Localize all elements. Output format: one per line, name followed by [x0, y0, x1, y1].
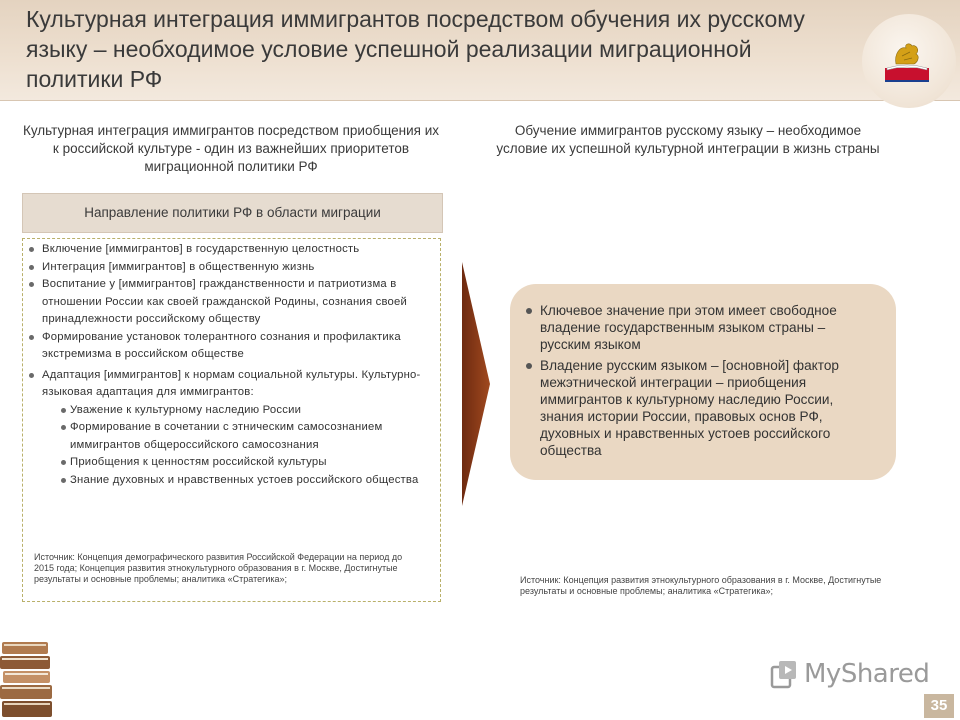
- book-stack-icon: [0, 636, 56, 720]
- myshared-logo-icon: [770, 659, 798, 689]
- key-point-item: Ключевое значение при этом имеет свободное владение государственным языком страны – русским языком: [524, 302, 876, 353]
- list-item-adaptation: [26, 367, 436, 490]
- watermark-text: MyShared: [804, 659, 930, 689]
- list-item-text: Адаптация [иммигрантов] к нормам социальной культуры. Культурно-языковая адаптация для иммигрантов:: [42, 368, 421, 398]
- crest-book-icon: [882, 40, 932, 84]
- list-item: Интеграция [иммигрантов] в общественную жизнь: [26, 259, 436, 277]
- sub-list-item: Формирование в сочетании с этническим самосознанием иммигрантов общероссийского самосознания: [54, 419, 436, 454]
- policy-direction-box: Направление политики РФ в области миграции: [22, 193, 443, 233]
- left-column-header: Культурная интеграция иммигрантов посредством приобщения их к российской культуре - один из важнейших приоритетов миграционной политики РФ: [22, 123, 440, 174]
- key-points-box: [510, 284, 896, 480]
- left-source-note: Источник: Концепция демографического развития Российской Федерации на период до 2015 года; Концепция развития этнокультурного образования в г. Москве, Достигнутые результаты и основные проблемы; аналитика «Стратегика»;: [34, 552, 403, 584]
- key-points-list: [524, 302, 876, 459]
- page-number-badge: 35: [924, 694, 954, 718]
- arrow-right-icon: [462, 262, 490, 506]
- policy-list: [26, 241, 436, 489]
- list-item: Воспитание у [иммигрантов] гражданственности и патриотизма в отношении России как своей гражданской Родины, сознания своей принадлежности российскому обществу: [26, 276, 436, 329]
- right-column-header: Обучение иммигрантов русскому языку – необходимое условие их успешной культурной интеграции в жизнь страны: [496, 123, 880, 156]
- myshared-watermark: [770, 656, 929, 692]
- sub-list-item: Приобщения к ценностям российской культуры: [54, 454, 436, 472]
- list-item: Формирование установок толерантного сознания и профилактика экстремизма в российском обществе: [26, 329, 436, 364]
- list-item: Включение [иммигрантов] в государственную целостность: [26, 241, 436, 259]
- slide-title: Культурная интеграция иммигрантов посредством обучения их русскому языку – необходимое условие успешной реализации миграционной политики РФ: [26, 6, 805, 92]
- right-source-note: Источник: Концепция развития этнокультурного образования в г. Москве, Достигнутые результаты и основные проблемы; аналитика «Стратегика»;: [520, 575, 882, 596]
- key-point-item: Владение русским языком – [основной] фактор межэтнической интеграции – приобщения иммигрантов к культурному наследию России, знания истории России, правовых основ РФ, духовных и нравственных устоев российского общества: [524, 357, 876, 459]
- sub-list-item: Знание духовных и нравственных устоев российского общества: [54, 472, 436, 490]
- sub-list-item: Уважение к культурному наследию России: [54, 402, 436, 420]
- adaptation-sub-list: [42, 402, 436, 490]
